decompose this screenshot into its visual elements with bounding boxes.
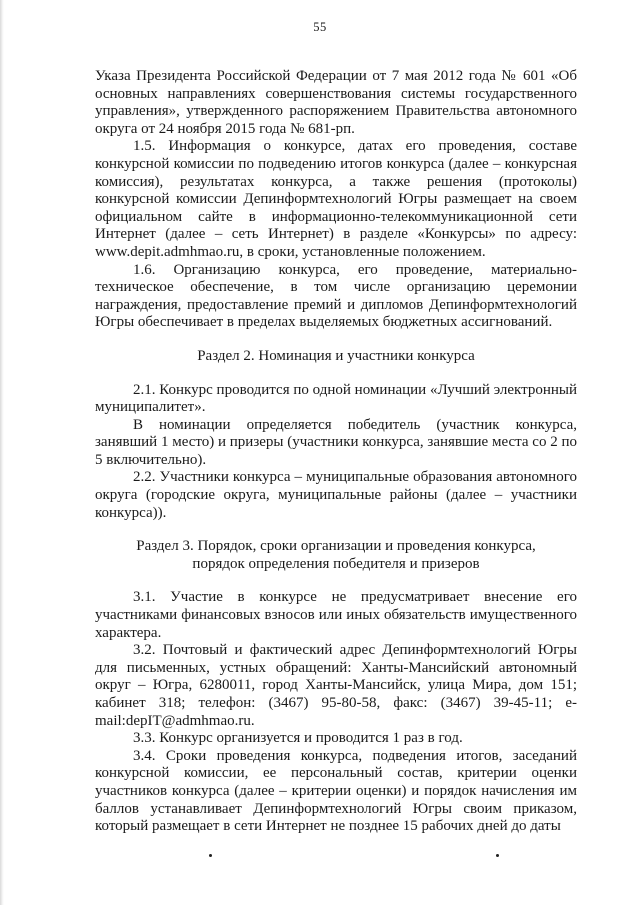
paragraph-2-1: 2.1. Конкурс проводится по одной номинации «Лучший электронный муниципалитет».	[95, 381, 577, 416]
section-2-heading: Раздел 2. Номинация и участники конкурса	[197, 347, 475, 364]
scan-speck-left	[209, 854, 212, 857]
paragraph-1-5: 1.5. Информация о конкурсе, датах его проведения, составе конкурсной комиссии по подведению итогов конкурса (далее – конкурсная комиссия), результатах конкурса, а также решения (протоколы) конкурсной комиссии Депинформтехнологий Югры размещает на своем официальном сайте в информационно-телекоммуникационной сети Интернет (далее – сеть Интернет) в разделе «Конкурсы» по адресу: www.depit.admhmao.ru, в сроки, установленные положением.	[95, 138, 577, 260]
paragraph-3-1: 3.1. Участие в конкурсе не предусматривает внесение его участниками финансовых взносов или иных обязательств имущественного характера.	[95, 589, 577, 641]
paragraph-3-4: 3.4. Сроки проведения конкурса, подведения итогов, заседаний конкурсной комиссии, ее персональный состав, критерии оценки участников конкурса (далее – критерии оценки) и порядок начисления им баллов устанавливает Депинформтехнологий Югры своим приказом, который размещает в сети Интернет не позднее 15 рабочих дней до даты	[95, 747, 577, 835]
scan-speck-right	[496, 854, 499, 857]
section-3-heading-line2: порядок определения победителя и призеров	[192, 555, 480, 572]
document-body	[95, 68, 577, 836]
paragraph-1-6: 1.6. Организацию конкурса, его проведение, материально-техническое обеспечение, в том числе организацию церемонии награждения, предоставление премий и дипломов Депинформтехнологий Югры обеспечивает в пределах выделяемых бюджетных ассигнований.	[95, 261, 577, 331]
paragraph-2-1-nomination: В номинации определяется победитель (участник конкурса, занявший 1 место) и призеры (участники конкурса, занявшие места со 2 по 5 включительно).	[95, 416, 577, 468]
section-3-heading-line1: Раздел 3. Порядок, сроки организации и проведения конкурса,	[136, 538, 536, 555]
paragraph-2-2: 2.2. Участники конкурса – муниципальные образования автономного округа (городские округа, муниципальные районы (далее – участники конкурса)).	[95, 469, 577, 521]
paragraph-3-2: 3.2. Почтовый и фактический адрес Депинформтехнологий Югры для письменных, устных обращений: Ханты-Мансийский автономный округ – Югра, 6280011, город Ханты-Мансийск, улица Мира, дом 151; кабинет 318; телефон: (3467) 95-80-58, факс: (3467) 39-45-11; e-mail:depIT@admhmao.ru.	[95, 642, 577, 729]
page-number: 55	[313, 20, 327, 34]
scan-edge-shadow	[0, 0, 4, 905]
paragraph-3-3: 3.3. Конкурс организуется и проводится 1 раз в год.	[133, 730, 463, 747]
paragraph-intro: Указа Президента Российской Федерации от 7 мая 2012 года № 601 «Об основных направлениях совершенствования системы государственного управления», утвержденного распоряжением Правительства автономного округа от 24 ноября 2015 года № 681-рп.	[95, 68, 577, 137]
